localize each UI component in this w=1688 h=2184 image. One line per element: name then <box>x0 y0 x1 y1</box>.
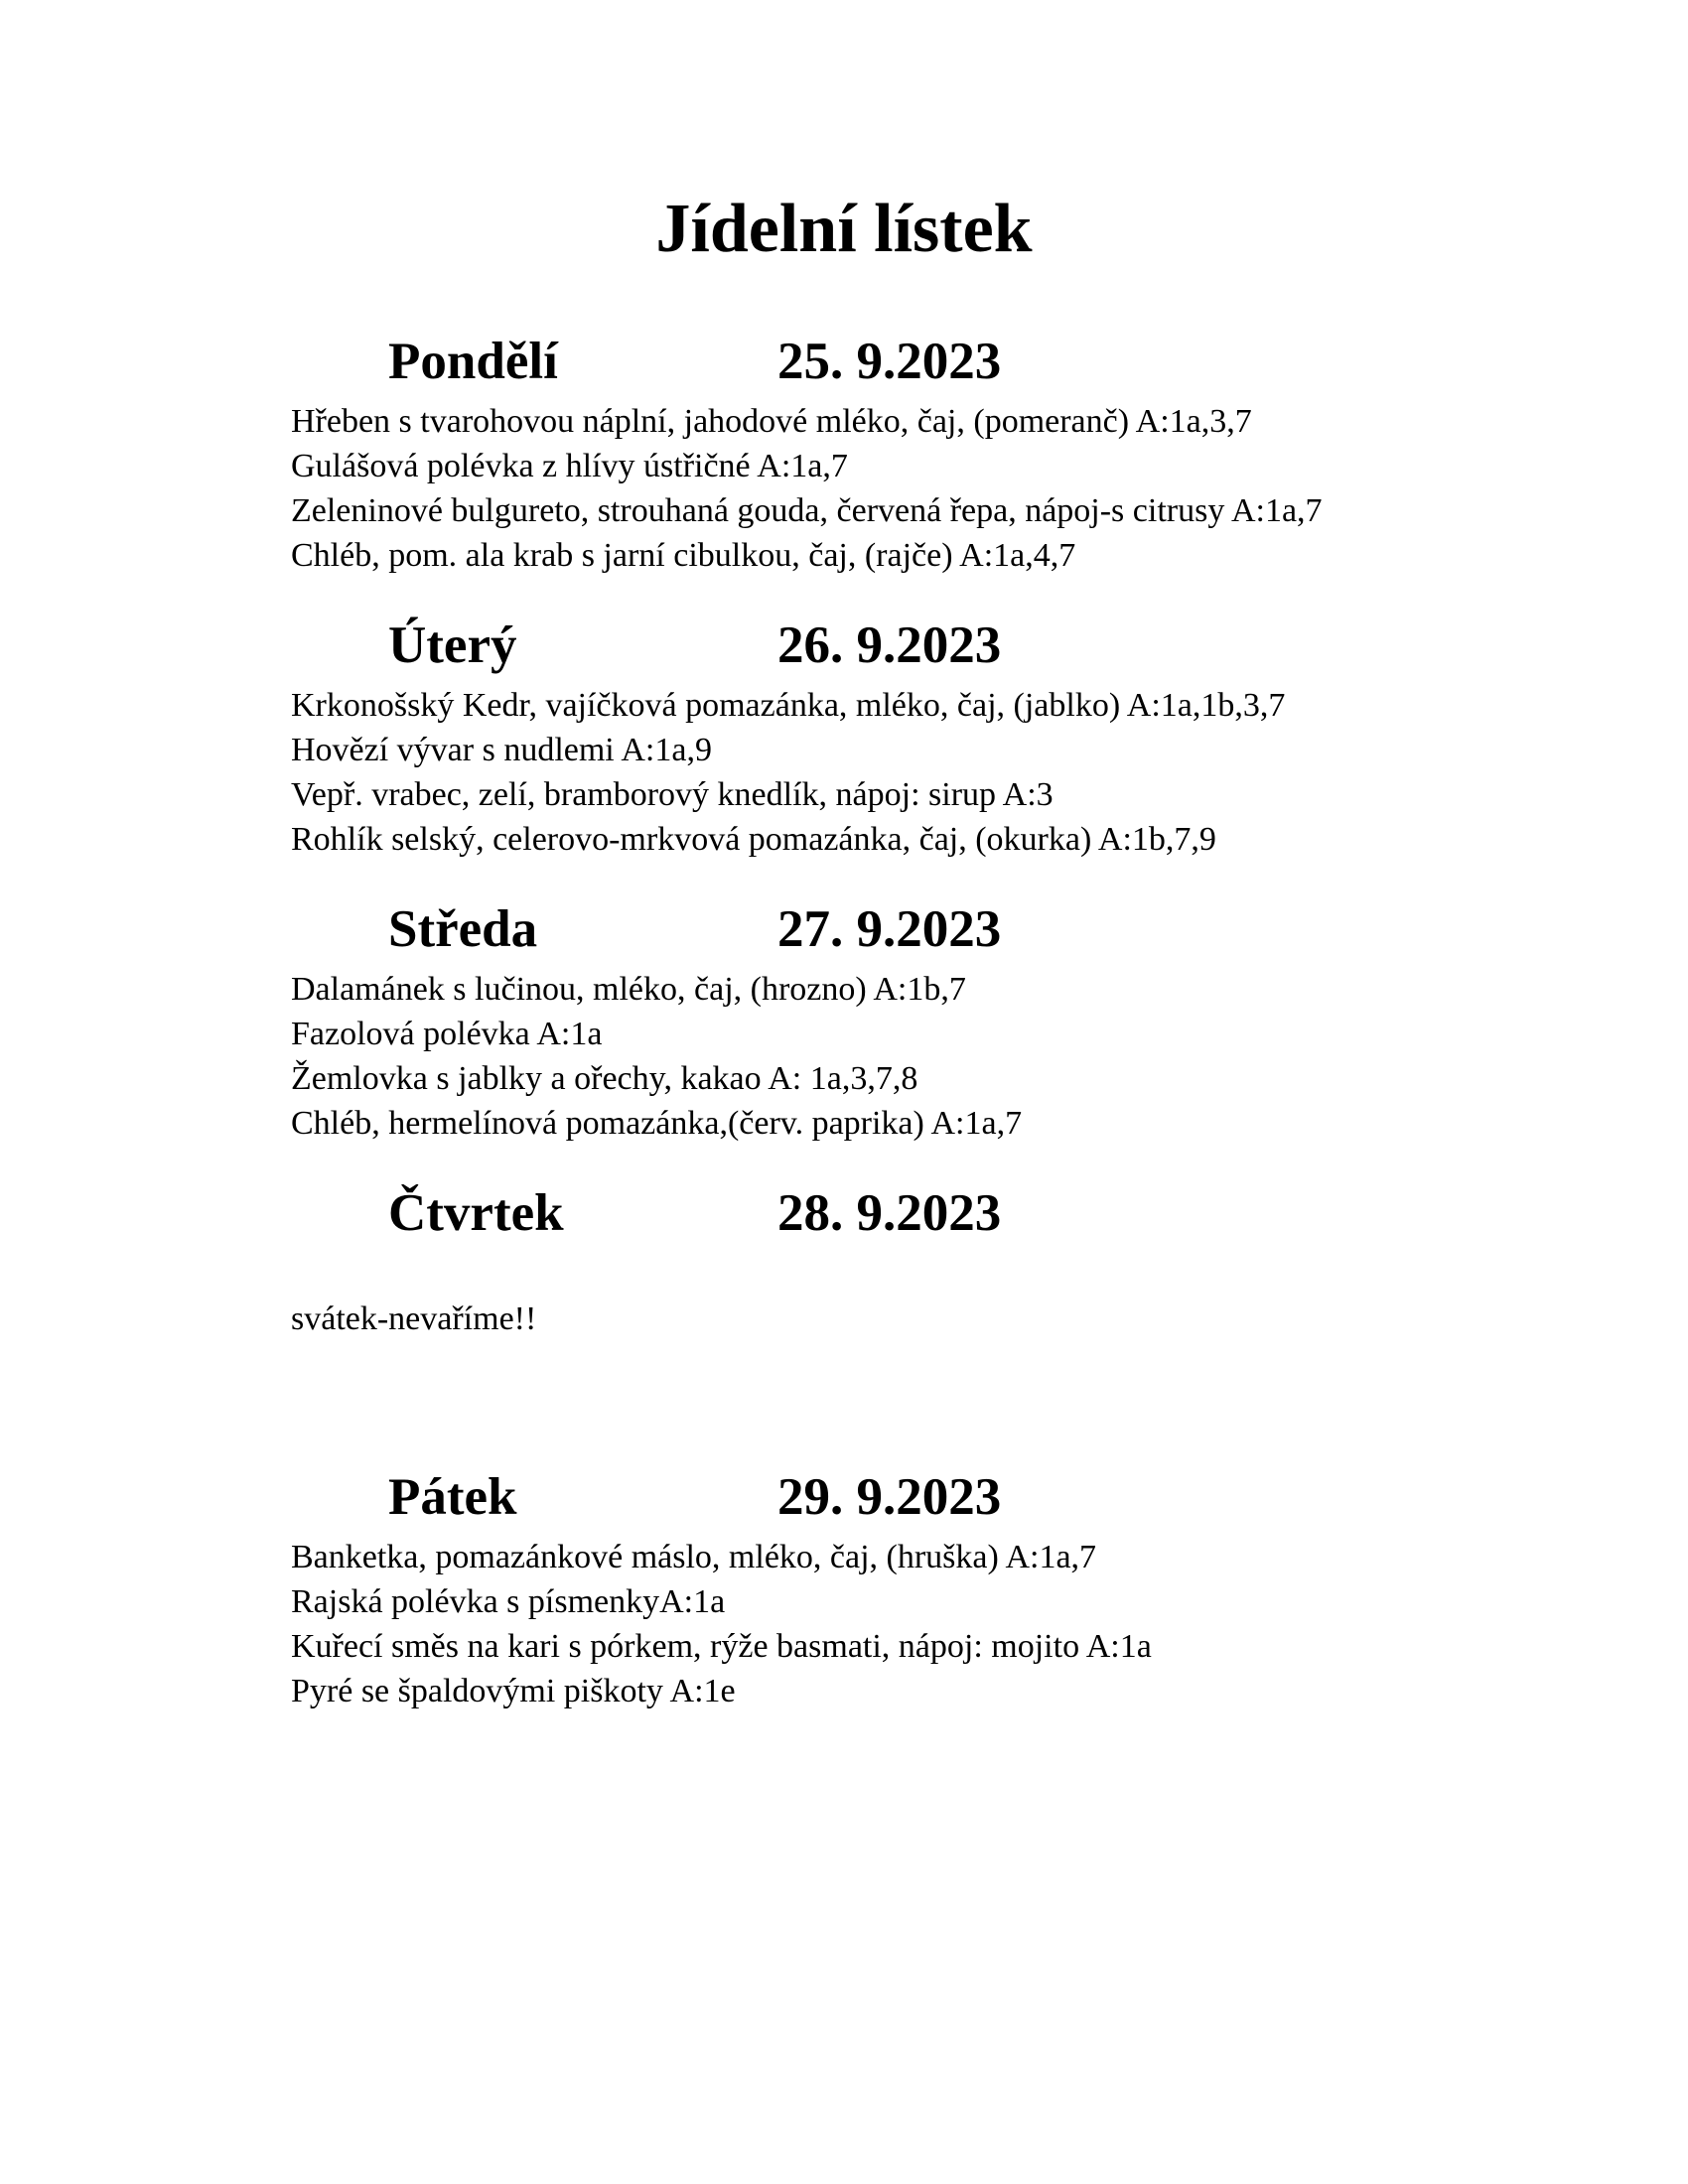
meal-item: Gulášová polévka z hlívy ústřičné A:1a,7 <box>291 448 848 484</box>
meal-item: Vepř. vrabec, zelí, bramborový knedlík, nápoj: sirup A:3 <box>291 776 1054 813</box>
meal-item: Rohlík selský, celerovo-mrkvová pomazánka, čaj, (okurka) A:1b,7,9 <box>291 821 1216 858</box>
meal-item: Zeleninové bulgureto, strouhaná gouda, červená řepa, nápoj-s citrusy A:1a,7 <box>291 492 1323 529</box>
meal-item: Rajská polévka s písmenkyA:1a <box>291 1583 726 1620</box>
day-name: Čtvrtek <box>388 1184 564 1242</box>
day-date: 25. 9.2023 <box>777 333 1002 390</box>
day-name: Úterý <box>388 616 517 674</box>
day-name: Pátek <box>388 1468 517 1526</box>
page-title: Jídelní lístek <box>655 191 1033 267</box>
day-section-friday <box>291 1468 1482 1713</box>
meal-list <box>291 1535 1482 1713</box>
day-section-wednesday <box>291 900 1482 1146</box>
day-section-thursday <box>291 1184 1482 1341</box>
day-date: 26. 9.2023 <box>777 616 1002 674</box>
day-header <box>291 1184 1482 1247</box>
meal-list <box>291 967 1482 1146</box>
meal-item: Chléb, pom. ala krab s jarní cibulkou, čaj, (rajče) A:1a,4,7 <box>291 537 1076 574</box>
meal-item: Hřeben s tvarohovou náplní, jahodové mléko, čaj, (pomeranč) A:1a,3,7 <box>291 403 1252 440</box>
day-date: 28. 9.2023 <box>777 1184 1002 1242</box>
meal-item: Chléb, hermelínová pomazánka,(červ. paprika) A:1a,7 <box>291 1105 1023 1142</box>
meal-item: Dalamánek s lučinou, mléko, čaj, (hrozno) A:1b,7 <box>291 971 966 1008</box>
day-header <box>291 333 1482 395</box>
meal-item: Fazolová polévka A:1a <box>291 1016 603 1052</box>
day-header <box>291 1468 1482 1531</box>
day-name: Pondělí <box>388 333 558 390</box>
day-date: 27. 9.2023 <box>777 900 1002 958</box>
day-date: 29. 9.2023 <box>777 1468 1002 1526</box>
day-section-monday <box>291 333 1482 578</box>
meal-item: Banketka, pomazánkové máslo, mléko, čaj, (hruška) A:1a,7 <box>291 1539 1097 1575</box>
holiday-note: svátek-nevaříme!! <box>291 1300 537 1337</box>
day-header <box>291 900 1482 963</box>
meal-item: Krkonošský Kedr, vajíčková pomazánka, mléko, čaj, (jablko) A:1a,1b,3,7 <box>291 687 1286 724</box>
meal-item: Kuřecí směs na kari s pórkem, rýže basmati, nápoj: mojito A:1a <box>291 1628 1152 1665</box>
meal-item: Pyré se špaldovými piškoty A:1e <box>291 1673 736 1709</box>
day-section-tuesday <box>291 616 1482 862</box>
meal-item: Žemlovka s jablky a ořechy, kakao A: 1a,3,7,8 <box>291 1060 918 1097</box>
meal-item: Hovězí vývar s nudlemi A:1a,9 <box>291 732 712 768</box>
meal-list <box>291 399 1482 578</box>
meal-list <box>291 683 1482 862</box>
day-header <box>291 616 1482 679</box>
day-name: Středa <box>388 900 538 958</box>
